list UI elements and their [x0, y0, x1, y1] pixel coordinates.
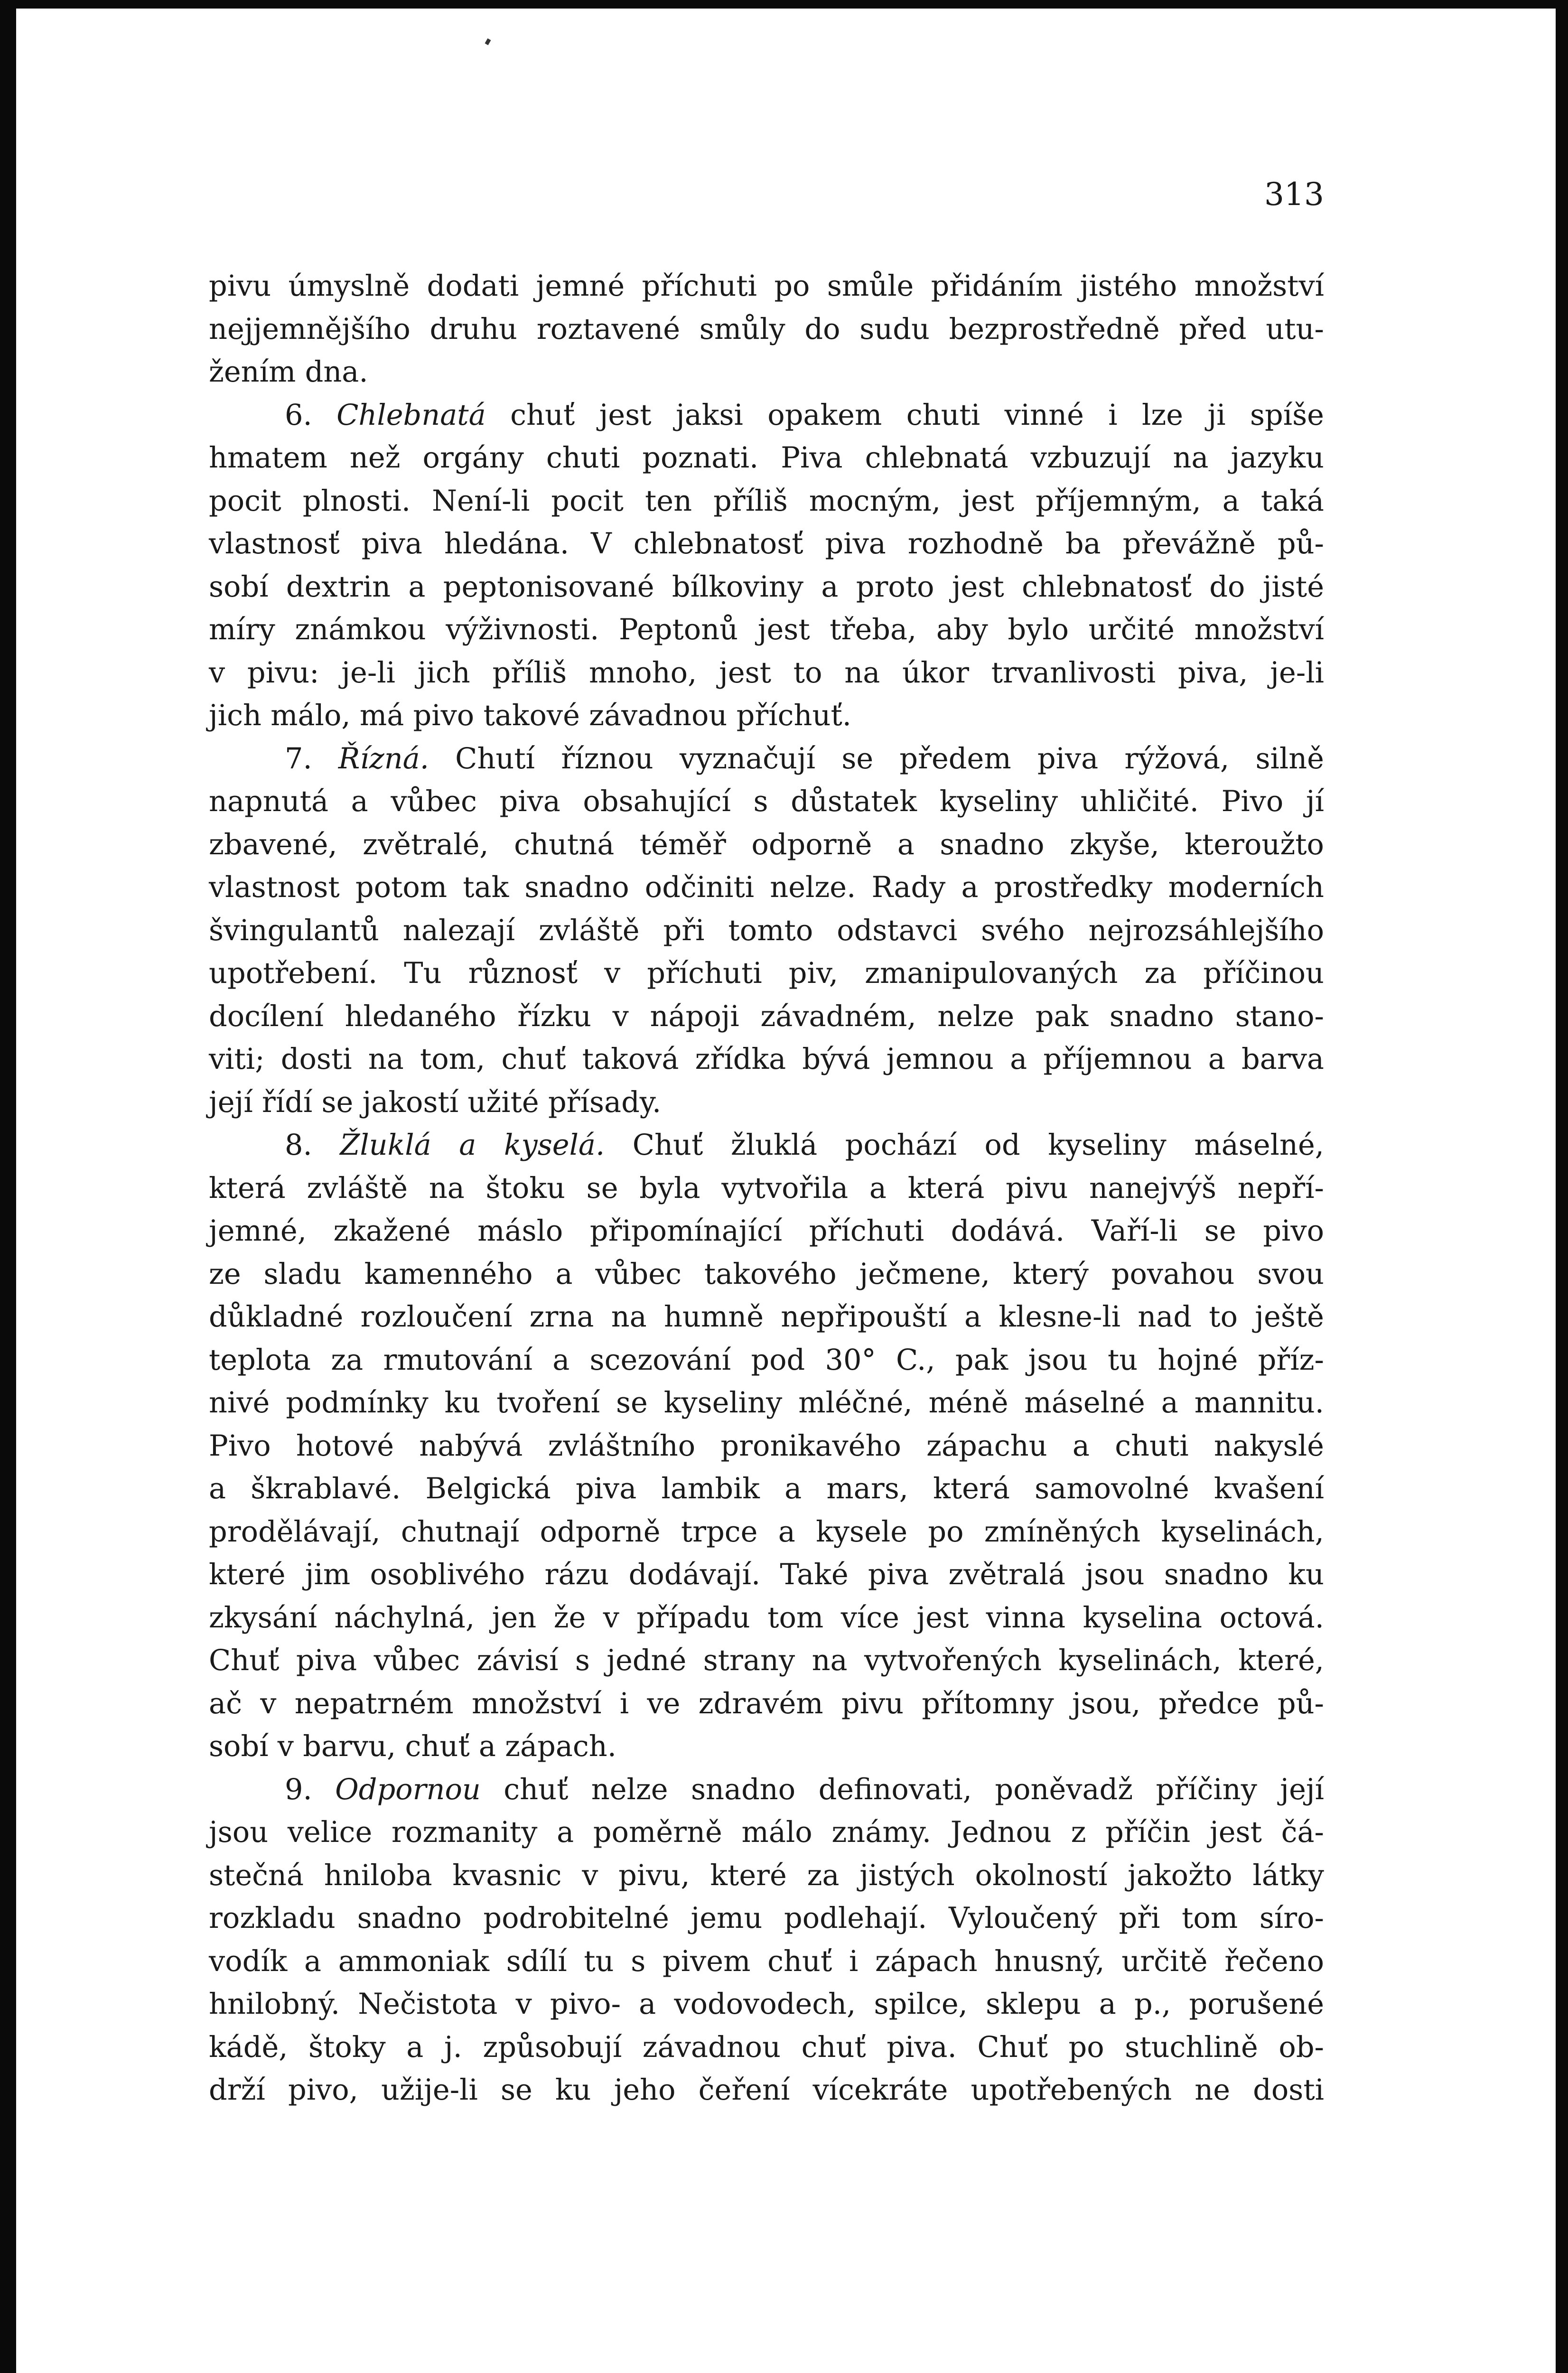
text-line [209, 909, 1324, 953]
text-run: v pivu: je-li jich příliš mnoho, jest to na úkor trvanlivosti piva, je-li [209, 656, 1324, 690]
body-text [209, 265, 1324, 2112]
text-run: docílení hledaného řízku v nápoji závadném, nelze pak snadno stano- [209, 1000, 1324, 1033]
text-run: chuť jest jaksi opakem chuti vinné i lze ji spíše [485, 398, 1324, 432]
emphasized-term: Odpornou [335, 1773, 481, 1806]
text-line [209, 1425, 1324, 1468]
text-run: upotřebení. Tu různosť v příchuti piv, zmanipulovaných za příčinou [209, 957, 1324, 990]
text-run: napnutá a vůbec piva obsahující s důstatek kyseliny uhličité. Pivo jí [209, 785, 1324, 818]
text-run: nivé podmínky ku tvoření se kyseliny mléčné, méně máselné a mannitu. [209, 1386, 1324, 1420]
text-run: ze sladu kamenného a vůbec takového ječmene, který povahou svou [209, 1257, 1324, 1291]
text-run: zbavené, zvětralé, chutná téměř odporně a snadno zkyše, kteroužto [209, 828, 1324, 861]
text-line [209, 1597, 1324, 1640]
text-line [209, 308, 1324, 351]
text-line [209, 866, 1324, 909]
text-run: která zvláště na štoku se byla vytvořila a která pivu nanejvýš nepří- [209, 1171, 1324, 1205]
text-run: sobí v barvu, chuť a zápach. [209, 1730, 616, 1763]
emphasized-term: Chlebnatá [336, 398, 486, 432]
text-line [209, 780, 1324, 823]
text-line [209, 1768, 1324, 1812]
text-run: rozkladu snadno podrobitelné jemu podlehají. Vyloučený při tom síro- [209, 1902, 1324, 1935]
text-run: 6. [285, 398, 337, 432]
ink-speck [485, 38, 491, 45]
text-run: kádě, štoky a j. způsobují závadnou chuť piva. Chuť po stuchlině ob- [209, 2030, 1324, 2064]
text-line [209, 1940, 1324, 1983]
text-line [209, 1382, 1324, 1425]
text-line [209, 437, 1324, 480]
text-run: jemné, zkažené máslo připomínající příchuti dodává. Vaří-li se pivo [209, 1215, 1324, 1248]
text-line [209, 1897, 1324, 1940]
text-line [209, 1725, 1324, 1768]
text-line [209, 1081, 1324, 1124]
text-line [209, 1811, 1324, 1854]
text-line [209, 394, 1324, 437]
text-run: prodělávají, chutnají odporně trpce a kysele po zmíněných kyselinách, [209, 1515, 1324, 1549]
text-line [209, 1253, 1324, 1296]
text-line [209, 1210, 1324, 1253]
text-run: 9. [285, 1773, 336, 1806]
text-run: a škrablavé. Belgická piva lambik a mars, která samovolné kvašení [209, 1472, 1324, 1505]
text-line [209, 1511, 1324, 1554]
text-run: vlastnosť piva hledána. V chlebnatosť piva rozhodně ba převážně pů- [209, 527, 1324, 561]
text-run: vodík a ammoniak sdílí tu s pivem chuť i zápach hnusný, určitě řečeno [209, 1944, 1324, 1978]
text-line [209, 1553, 1324, 1597]
scan-border-left [0, 0, 16, 2373]
text-run: pivu úmyslně dodati jemné příchuti po smůle přidáním jistého množství [209, 270, 1324, 303]
text-line [209, 1038, 1324, 1081]
text-line [209, 351, 1324, 394]
text-run: žením dna. [209, 355, 368, 389]
text-run: jsou velice rozmanity a poměrně málo známy. Jednou z příčin jest čá- [209, 1816, 1324, 1849]
text-run: hnilobný. Nečistota v pivo- a vodovodech, spilce, sklepu a p., porušené [209, 1988, 1324, 2021]
text-line [209, 1467, 1324, 1511]
text-run: teplota za rmutování a scezování pod 30° C., pak jsou tu hojné příz- [209, 1343, 1324, 1377]
text-line [209, 566, 1324, 609]
emphasized-term: Žluklá a kyselá. [340, 1129, 605, 1162]
text-run: pocit plnosti. Není-li pocit ten příliš mocným, jest příjemným, a taká [209, 484, 1324, 518]
text-run: Chutí říznou vyznačují se předem piva rýžová, silně [429, 742, 1324, 775]
text-run: nejjemnějšího druhu roztavené smůly do sudu bezprostředně před utu- [209, 312, 1324, 346]
text-line [209, 995, 1324, 1038]
text-run: vlastnost potom tak snadno odčiniti nelze. Rady a prostředky moderních [209, 871, 1324, 904]
text-line [209, 1124, 1324, 1167]
text-line [209, 1296, 1324, 1339]
scan-border-top [0, 0, 1568, 9]
text-run: které jim osoblivého rázu dodávají. Také piva zvětralá jsou snadno ku [209, 1558, 1324, 1591]
text-line [209, 2026, 1324, 2069]
text-line [209, 1339, 1324, 1382]
scan-border-right [1556, 0, 1568, 2373]
text-run: stečná hniloba kvasnic v pivu, které za jistých okolností jakožto látky [209, 1859, 1324, 1892]
text-line [209, 694, 1324, 738]
text-line [209, 523, 1324, 566]
text-run: viti; dosti na tom, chuť taková zřídka bývá jemnou a příjemnou a barva [209, 1043, 1324, 1076]
text-run: jich málo, má pivo takové závadnou příchuť. [209, 699, 851, 732]
emphasized-term: Řízná. [338, 742, 429, 775]
text-line [209, 738, 1324, 781]
text-line [209, 265, 1324, 308]
text-line [209, 1167, 1324, 1210]
page-number: 313 [1264, 176, 1324, 213]
text-line [209, 1682, 1324, 1726]
text-run: Chuť piva vůbec závisí s jedné strany na vytvořených kyselinách, které, [209, 1644, 1324, 1677]
text-run: chuť nelze snadno definovati, poněvadž příčiny její [480, 1773, 1324, 1806]
text-run: Chuť žluklá pochází od kyseliny máselné, [605, 1129, 1324, 1162]
text-line [209, 823, 1324, 867]
text-run: Pivo hotové nabývá zvláštního pronikavého zápachu a chuti nakyslé [209, 1429, 1324, 1463]
text-line [209, 1639, 1324, 1682]
text-line [209, 1983, 1324, 2026]
text-run: ač v nepatrném množství i ve zdravém pivu přítomny jsou, předce pů- [209, 1687, 1324, 1720]
text-run: hmatem než orgány chuti poznati. Piva chlebnatá vzbuzují na jazyku [209, 441, 1324, 475]
text-run: míry známkou výživnosti. Peptonů jest třeba, aby bylo určité množství [209, 613, 1324, 646]
text-line [209, 2069, 1324, 2112]
text-run: sobí dextrin a peptonisované bílkoviny a proto jest chlebnatosť do jisté [209, 570, 1324, 604]
text-line [209, 608, 1324, 652]
text-run: 8. [285, 1129, 340, 1162]
text-line [209, 480, 1324, 523]
text-run: 7. [285, 742, 338, 775]
text-run: důkladné rozloučení zrna na humně nepřipouští a klesne-li nad to ještě [209, 1300, 1324, 1334]
text-run: zkysání náchylná, jen že v případu tom více jest vinna kyselina octová. [209, 1601, 1324, 1635]
book-page [209, 176, 1324, 2359]
text-run: její řídí se jakostí užité přísady. [209, 1085, 662, 1119]
text-line [209, 652, 1324, 695]
text-line [209, 952, 1324, 995]
text-run: drží pivo, užije-li se ku jeho čeření vícekráte upotřebených ne dosti [209, 2074, 1324, 2107]
text-line [209, 1854, 1324, 1897]
text-run: švingulantů nalezají zvláště při tomto odstavci svého nejrozsáhlejšího [209, 914, 1324, 947]
